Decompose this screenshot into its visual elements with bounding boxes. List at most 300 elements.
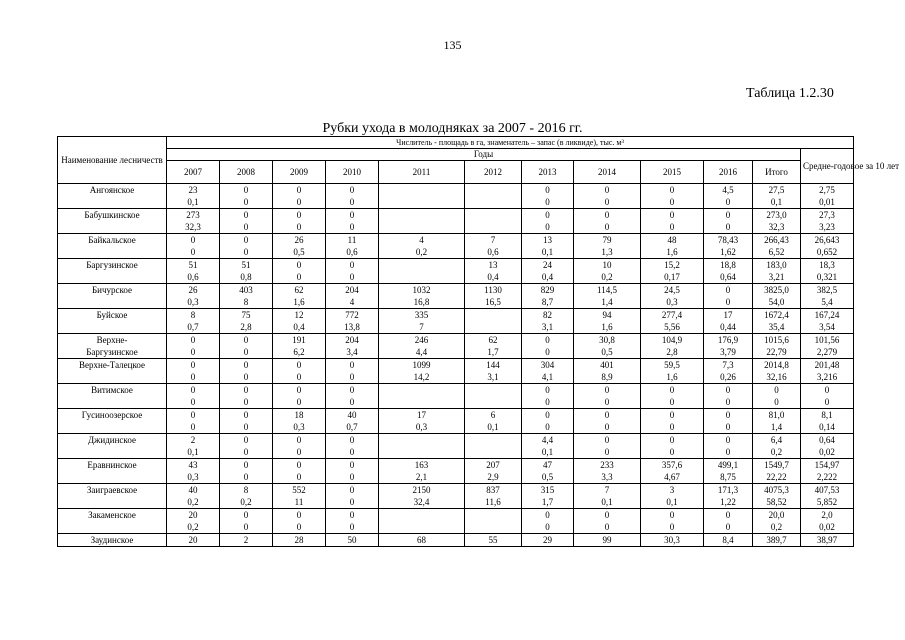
volume-cell: 0 bbox=[273, 371, 326, 384]
volume-cell: 0 bbox=[167, 421, 220, 434]
volume-cell: 0 bbox=[574, 196, 641, 209]
volume-cell: 5,4 bbox=[801, 296, 854, 309]
area-cell: 38,97 bbox=[801, 534, 854, 547]
area-cell: 40 bbox=[167, 484, 220, 497]
area-cell: 79 bbox=[574, 234, 641, 247]
area-cell: 27,5 bbox=[753, 184, 801, 197]
area-cell: 59,5 bbox=[641, 359, 704, 372]
volume-cell: 0,44 bbox=[704, 321, 753, 334]
volume-cell: 0 bbox=[522, 221, 574, 234]
volume-cell: 0 bbox=[326, 471, 379, 484]
area-cell: 29 bbox=[522, 534, 574, 547]
volume-cell: 0,2 bbox=[574, 271, 641, 284]
area-cell bbox=[465, 434, 522, 447]
volume-cell: 0 bbox=[220, 396, 273, 409]
area-cell: 3825,0 bbox=[753, 284, 801, 297]
header-year: 2011 bbox=[379, 161, 465, 184]
area-cell: 0 bbox=[641, 434, 704, 447]
header-avg: Средне-годовое за 10 лет bbox=[801, 149, 854, 184]
volume-cell: 0,4 bbox=[465, 271, 522, 284]
area-cell: 114,5 bbox=[574, 284, 641, 297]
volume-cell: 54,0 bbox=[753, 296, 801, 309]
table-row-denominator bbox=[58, 246, 854, 259]
area-cell: 20 bbox=[167, 509, 220, 522]
forestry-name-cont bbox=[58, 271, 167, 284]
area-cell: 40 bbox=[326, 409, 379, 422]
volume-cell: 2,1 bbox=[379, 471, 465, 484]
area-cell: 266,43 bbox=[753, 234, 801, 247]
volume-cell: 0 bbox=[801, 396, 854, 409]
area-cell: 204 bbox=[326, 284, 379, 297]
volume-cell: 0 bbox=[522, 346, 574, 359]
table-row-numerator bbox=[58, 284, 854, 297]
table-row-numerator bbox=[58, 434, 854, 447]
area-cell: 68 bbox=[379, 534, 465, 547]
area-cell: 0 bbox=[326, 184, 379, 197]
volume-cell: 0,321 bbox=[801, 271, 854, 284]
volume-cell: 3,1 bbox=[465, 371, 522, 384]
volume-cell bbox=[465, 521, 522, 534]
area-cell: 167,24 bbox=[801, 309, 854, 322]
forestry-name: Байкальское bbox=[58, 234, 167, 247]
forestry-name: Верхне- bbox=[58, 334, 167, 347]
volume-cell: 0,26 bbox=[704, 371, 753, 384]
area-cell: 246 bbox=[379, 334, 465, 347]
volume-cell: 0,4 bbox=[522, 271, 574, 284]
forestry-name: Еравнинское bbox=[58, 459, 167, 472]
area-cell: 99 bbox=[574, 534, 641, 547]
area-cell: 0 bbox=[522, 409, 574, 422]
volume-cell: 0 bbox=[704, 196, 753, 209]
forestry-name: Заиграевское bbox=[58, 484, 167, 497]
area-cell: 1549,7 bbox=[753, 459, 801, 472]
area-cell: 7,3 bbox=[704, 359, 753, 372]
area-cell: 0 bbox=[522, 384, 574, 397]
volume-cell: 4,4 bbox=[379, 346, 465, 359]
area-cell: 0 bbox=[167, 409, 220, 422]
area-cell: 51 bbox=[220, 259, 273, 272]
table-row-denominator bbox=[58, 396, 854, 409]
volume-cell: 0 bbox=[704, 396, 753, 409]
area-cell: 0 bbox=[326, 259, 379, 272]
header-year: 2009 bbox=[273, 161, 326, 184]
volume-cell: 22,79 bbox=[753, 346, 801, 359]
area-cell: 8,4 bbox=[704, 534, 753, 547]
volume-cell bbox=[379, 396, 465, 409]
area-cell: 0 bbox=[220, 234, 273, 247]
volume-cell: 35,4 bbox=[753, 321, 801, 334]
area-cell: 81,0 bbox=[753, 409, 801, 422]
area-cell: 1099 bbox=[379, 359, 465, 372]
table-row-denominator bbox=[58, 446, 854, 459]
volume-cell: 32,16 bbox=[753, 371, 801, 384]
area-cell: 20,0 bbox=[753, 509, 801, 522]
area-cell: 389,7 bbox=[753, 534, 801, 547]
area-cell: 27,3 bbox=[801, 209, 854, 222]
volume-cell: 2,8 bbox=[641, 346, 704, 359]
volume-cell: 3,3 bbox=[574, 471, 641, 484]
area-cell: 0 bbox=[273, 209, 326, 222]
volume-cell: 0 bbox=[326, 446, 379, 459]
area-cell: 26,643 bbox=[801, 234, 854, 247]
area-cell: 48 bbox=[641, 234, 704, 247]
area-cell: 17 bbox=[704, 309, 753, 322]
page-number: 135 bbox=[443, 38, 462, 52]
volume-cell: 5,852 bbox=[801, 496, 854, 509]
volume-cell: 8,75 bbox=[704, 471, 753, 484]
volume-cell: 1,22 bbox=[704, 496, 753, 509]
area-cell bbox=[379, 509, 465, 522]
forestry-name: Баргузинское bbox=[58, 259, 167, 272]
volume-cell: 32,3 bbox=[167, 221, 220, 234]
volume-cell: 0,02 bbox=[801, 446, 854, 459]
volume-cell: 0,2 bbox=[167, 521, 220, 534]
forestry-name-cont bbox=[58, 371, 167, 384]
area-cell: 304 bbox=[522, 359, 574, 372]
area-cell: 0 bbox=[220, 334, 273, 347]
volume-cell: 0,6 bbox=[326, 246, 379, 259]
table-row-denominator bbox=[58, 321, 854, 334]
volume-cell bbox=[465, 221, 522, 234]
area-cell: 2014,8 bbox=[753, 359, 801, 372]
volume-cell: 0 bbox=[326, 271, 379, 284]
volume-cell: 0 bbox=[326, 521, 379, 534]
volume-cell: 0,6 bbox=[465, 246, 522, 259]
volume-cell: 4,67 bbox=[641, 471, 704, 484]
volume-cell: 5,56 bbox=[641, 321, 704, 334]
table-row-denominator bbox=[58, 371, 854, 384]
area-cell: 18 bbox=[273, 409, 326, 422]
area-cell: 829 bbox=[522, 284, 574, 297]
area-cell: 201,48 bbox=[801, 359, 854, 372]
volume-cell: 0,1 bbox=[522, 446, 574, 459]
volume-cell: 0 bbox=[220, 246, 273, 259]
volume-cell: 0,3 bbox=[167, 296, 220, 309]
volume-cell bbox=[379, 521, 465, 534]
area-cell: 104,9 bbox=[641, 334, 704, 347]
table-row-denominator bbox=[58, 221, 854, 234]
area-cell: 4 bbox=[379, 234, 465, 247]
volume-cell: 0,4 bbox=[273, 321, 326, 334]
table-body bbox=[58, 184, 854, 547]
area-cell: 0 bbox=[220, 359, 273, 372]
area-cell: 0 bbox=[704, 434, 753, 447]
forestry-name: Джидинское bbox=[58, 434, 167, 447]
volume-cell: 16,5 bbox=[465, 296, 522, 309]
area-cell: 30,3 bbox=[641, 534, 704, 547]
volume-cell: 2,222 bbox=[801, 471, 854, 484]
area-cell bbox=[465, 184, 522, 197]
volume-cell: 0 bbox=[167, 346, 220, 359]
volume-cell: 1,7 bbox=[522, 496, 574, 509]
area-cell: 50 bbox=[326, 534, 379, 547]
area-cell: 23 bbox=[167, 184, 220, 197]
area-cell: 207 bbox=[465, 459, 522, 472]
area-cell: 2 bbox=[167, 434, 220, 447]
area-cell: 315 bbox=[522, 484, 574, 497]
volume-cell: 32,4 bbox=[379, 496, 465, 509]
table-header bbox=[58, 137, 900, 184]
area-cell: 0 bbox=[220, 459, 273, 472]
area-cell: 26 bbox=[167, 284, 220, 297]
table-row-numerator bbox=[58, 259, 854, 272]
area-cell: 0 bbox=[326, 359, 379, 372]
volume-cell: 0 bbox=[220, 446, 273, 459]
area-cell: 0 bbox=[220, 384, 273, 397]
volume-cell: 0,1 bbox=[753, 196, 801, 209]
volume-cell: 0,1 bbox=[574, 496, 641, 509]
volume-cell bbox=[465, 196, 522, 209]
area-cell bbox=[465, 209, 522, 222]
volume-cell: 0 bbox=[522, 521, 574, 534]
table-row-numerator bbox=[58, 509, 854, 522]
volume-cell: 0 bbox=[326, 221, 379, 234]
area-cell: 183,0 bbox=[753, 259, 801, 272]
area-cell bbox=[465, 384, 522, 397]
area-cell: 335 bbox=[379, 309, 465, 322]
volume-cell: 0 bbox=[167, 246, 220, 259]
area-cell: 176,9 bbox=[704, 334, 753, 347]
volume-cell: 4,1 bbox=[522, 371, 574, 384]
volume-cell: 0 bbox=[641, 221, 704, 234]
volume-cell: 0 bbox=[574, 421, 641, 434]
volume-cell: 1,6 bbox=[574, 321, 641, 334]
volume-cell: 0 bbox=[326, 396, 379, 409]
forestry-name-cont bbox=[58, 196, 167, 209]
forestry-name: Верхне-Талецкое bbox=[58, 359, 167, 372]
forestry-name: Заудинское bbox=[58, 534, 167, 547]
volume-cell: 1,6 bbox=[641, 371, 704, 384]
volume-cell: 1,6 bbox=[273, 296, 326, 309]
area-cell: 0 bbox=[574, 209, 641, 222]
header-year: Итого bbox=[753, 161, 801, 184]
forestry-name: Гусиноозерское bbox=[58, 409, 167, 422]
volume-cell: 0 bbox=[522, 396, 574, 409]
area-cell: 0 bbox=[273, 359, 326, 372]
volume-cell: 0 bbox=[273, 196, 326, 209]
area-cell: 24,5 bbox=[641, 284, 704, 297]
area-cell: 0 bbox=[753, 384, 801, 397]
volume-cell: 3,216 bbox=[801, 371, 854, 384]
area-cell: 1130 bbox=[465, 284, 522, 297]
volume-cell: 0,1 bbox=[465, 421, 522, 434]
volume-cell: 0,5 bbox=[574, 346, 641, 359]
table-label: Таблица 1.2.30 bbox=[746, 86, 834, 101]
forestry-name-cont bbox=[58, 396, 167, 409]
volume-cell: 0 bbox=[220, 196, 273, 209]
table-caption: Рубки ухода в молодняках за 2007 - 2016 гг. bbox=[322, 121, 583, 136]
volume-cell: 0 bbox=[326, 371, 379, 384]
area-cell: 0,64 bbox=[801, 434, 854, 447]
area-cell: 101,56 bbox=[801, 334, 854, 347]
volume-cell: 3,4 bbox=[326, 346, 379, 359]
volume-cell: 0,3 bbox=[641, 296, 704, 309]
volume-cell: 8 bbox=[220, 296, 273, 309]
forestry-table bbox=[57, 136, 900, 547]
area-cell: 0 bbox=[326, 484, 379, 497]
volume-cell: 16,8 bbox=[379, 296, 465, 309]
area-cell: 0 bbox=[273, 259, 326, 272]
volume-cell: 0,2 bbox=[167, 496, 220, 509]
area-cell: 407,53 bbox=[801, 484, 854, 497]
volume-cell: 0 bbox=[522, 196, 574, 209]
volume-cell: 3,79 bbox=[704, 346, 753, 359]
volume-cell: 0 bbox=[220, 521, 273, 534]
area-cell: 62 bbox=[465, 334, 522, 347]
volume-cell: 0 bbox=[273, 271, 326, 284]
volume-cell bbox=[379, 271, 465, 284]
volume-cell: 0 bbox=[641, 196, 704, 209]
area-cell: 24 bbox=[522, 259, 574, 272]
area-cell: 0 bbox=[574, 434, 641, 447]
volume-cell: 0 bbox=[220, 421, 273, 434]
volume-cell: 0 bbox=[326, 196, 379, 209]
volume-cell: 0 bbox=[704, 521, 753, 534]
volume-cell: 0,01 bbox=[801, 196, 854, 209]
area-cell: 0 bbox=[167, 234, 220, 247]
forestry-name-cont bbox=[58, 221, 167, 234]
area-cell bbox=[379, 259, 465, 272]
volume-cell: 1,4 bbox=[753, 421, 801, 434]
volume-cell bbox=[465, 396, 522, 409]
volume-cell: 11 bbox=[273, 496, 326, 509]
area-cell: 273,0 bbox=[753, 209, 801, 222]
area-cell: 191 bbox=[273, 334, 326, 347]
forestry-name-cont bbox=[58, 496, 167, 509]
area-cell: 8 bbox=[167, 309, 220, 322]
volume-cell: 1,62 bbox=[704, 246, 753, 259]
area-cell: 382,5 bbox=[801, 284, 854, 297]
volume-cell bbox=[379, 221, 465, 234]
area-cell: 233 bbox=[574, 459, 641, 472]
volume-cell: 2,8 bbox=[220, 321, 273, 334]
area-cell: 0 bbox=[704, 284, 753, 297]
forestry-name-cont bbox=[58, 446, 167, 459]
area-cell bbox=[379, 384, 465, 397]
volume-cell: 0,8 bbox=[220, 271, 273, 284]
area-cell: 8 bbox=[220, 484, 273, 497]
volume-cell: 58,52 bbox=[753, 496, 801, 509]
area-cell: 17 bbox=[379, 409, 465, 422]
area-cell: 2 bbox=[220, 534, 273, 547]
area-cell: 357,6 bbox=[641, 459, 704, 472]
volume-cell: 0 bbox=[704, 421, 753, 434]
volume-cell: 0 bbox=[220, 471, 273, 484]
volume-cell: 0,5 bbox=[522, 471, 574, 484]
area-cell: 154,97 bbox=[801, 459, 854, 472]
area-cell: 0 bbox=[273, 509, 326, 522]
area-cell: 171,3 bbox=[704, 484, 753, 497]
header-year: 2012 bbox=[465, 161, 522, 184]
header-year: 2014 bbox=[574, 161, 641, 184]
volume-cell: 0,2 bbox=[753, 446, 801, 459]
area-cell bbox=[379, 184, 465, 197]
volume-cell: 0 bbox=[641, 446, 704, 459]
area-cell: 0 bbox=[704, 509, 753, 522]
area-cell: 0 bbox=[641, 184, 704, 197]
area-cell: 0 bbox=[641, 409, 704, 422]
forestry-name-cont bbox=[58, 521, 167, 534]
area-cell: 0 bbox=[641, 209, 704, 222]
volume-cell: 0 bbox=[326, 496, 379, 509]
forestry-name: Витимское bbox=[58, 384, 167, 397]
area-cell: 144 bbox=[465, 359, 522, 372]
area-cell: 7 bbox=[465, 234, 522, 247]
forestry-name: Буйское bbox=[58, 309, 167, 322]
volume-cell: 0,5 bbox=[273, 246, 326, 259]
volume-cell: 2,9 bbox=[465, 471, 522, 484]
area-cell: 0 bbox=[574, 384, 641, 397]
area-cell: 499,1 bbox=[704, 459, 753, 472]
forestry-name-cont bbox=[58, 421, 167, 434]
area-cell: 0 bbox=[704, 209, 753, 222]
volume-cell: 0 bbox=[641, 396, 704, 409]
volume-cell: 13,8 bbox=[326, 321, 379, 334]
area-cell: 273 bbox=[167, 209, 220, 222]
area-cell: 0 bbox=[167, 384, 220, 397]
table-row-numerator bbox=[58, 484, 854, 497]
area-cell bbox=[465, 509, 522, 522]
header-legend: Числитель - площадь в га, знаменатель – запас (в ликвиде), тыс. м³ bbox=[167, 137, 854, 149]
area-cell: 0 bbox=[704, 384, 753, 397]
area-cell: 12 bbox=[273, 309, 326, 322]
area-cell: 75 bbox=[220, 309, 273, 322]
area-cell: 28 bbox=[273, 534, 326, 547]
volume-cell: 0,6 bbox=[167, 271, 220, 284]
area-cell: 10 bbox=[574, 259, 641, 272]
area-cell: 15,2 bbox=[641, 259, 704, 272]
volume-cell: 0 bbox=[641, 521, 704, 534]
area-cell: 4,5 bbox=[704, 184, 753, 197]
area-cell: 3 bbox=[641, 484, 704, 497]
volume-cell: 0,1 bbox=[167, 446, 220, 459]
header-year: 2010 bbox=[326, 161, 379, 184]
area-cell: 0 bbox=[326, 459, 379, 472]
header-year: 2016 bbox=[704, 161, 753, 184]
area-cell: 0 bbox=[273, 434, 326, 447]
table-row-numerator bbox=[58, 409, 854, 422]
area-cell: 0 bbox=[704, 409, 753, 422]
volume-cell: 0 bbox=[220, 346, 273, 359]
area-cell: 401 bbox=[574, 359, 641, 372]
volume-cell: 0,2 bbox=[753, 521, 801, 534]
area-cell: 0 bbox=[641, 509, 704, 522]
volume-cell: 22,22 bbox=[753, 471, 801, 484]
area-cell: 0 bbox=[273, 184, 326, 197]
volume-cell: 0,7 bbox=[167, 321, 220, 334]
header-year: 2015 bbox=[641, 161, 704, 184]
volume-cell: 0,2 bbox=[379, 246, 465, 259]
area-cell: 277,4 bbox=[641, 309, 704, 322]
forestry-name: Закаменское bbox=[58, 509, 167, 522]
volume-cell: 4 bbox=[326, 296, 379, 309]
forestry-name: Бабушкинское bbox=[58, 209, 167, 222]
table-row-denominator bbox=[58, 296, 854, 309]
volume-cell: 0,14 bbox=[801, 421, 854, 434]
volume-cell: 0,7 bbox=[326, 421, 379, 434]
area-cell: 6,4 bbox=[753, 434, 801, 447]
volume-cell: 3,54 bbox=[801, 321, 854, 334]
area-cell: 0 bbox=[522, 209, 574, 222]
volume-cell: 7 bbox=[379, 321, 465, 334]
volume-cell: 0 bbox=[753, 396, 801, 409]
area-cell: 552 bbox=[273, 484, 326, 497]
volume-cell: 0,02 bbox=[801, 521, 854, 534]
area-cell: 13 bbox=[465, 259, 522, 272]
area-cell: 6 bbox=[465, 409, 522, 422]
area-cell: 0 bbox=[522, 184, 574, 197]
volume-cell: 0 bbox=[704, 221, 753, 234]
